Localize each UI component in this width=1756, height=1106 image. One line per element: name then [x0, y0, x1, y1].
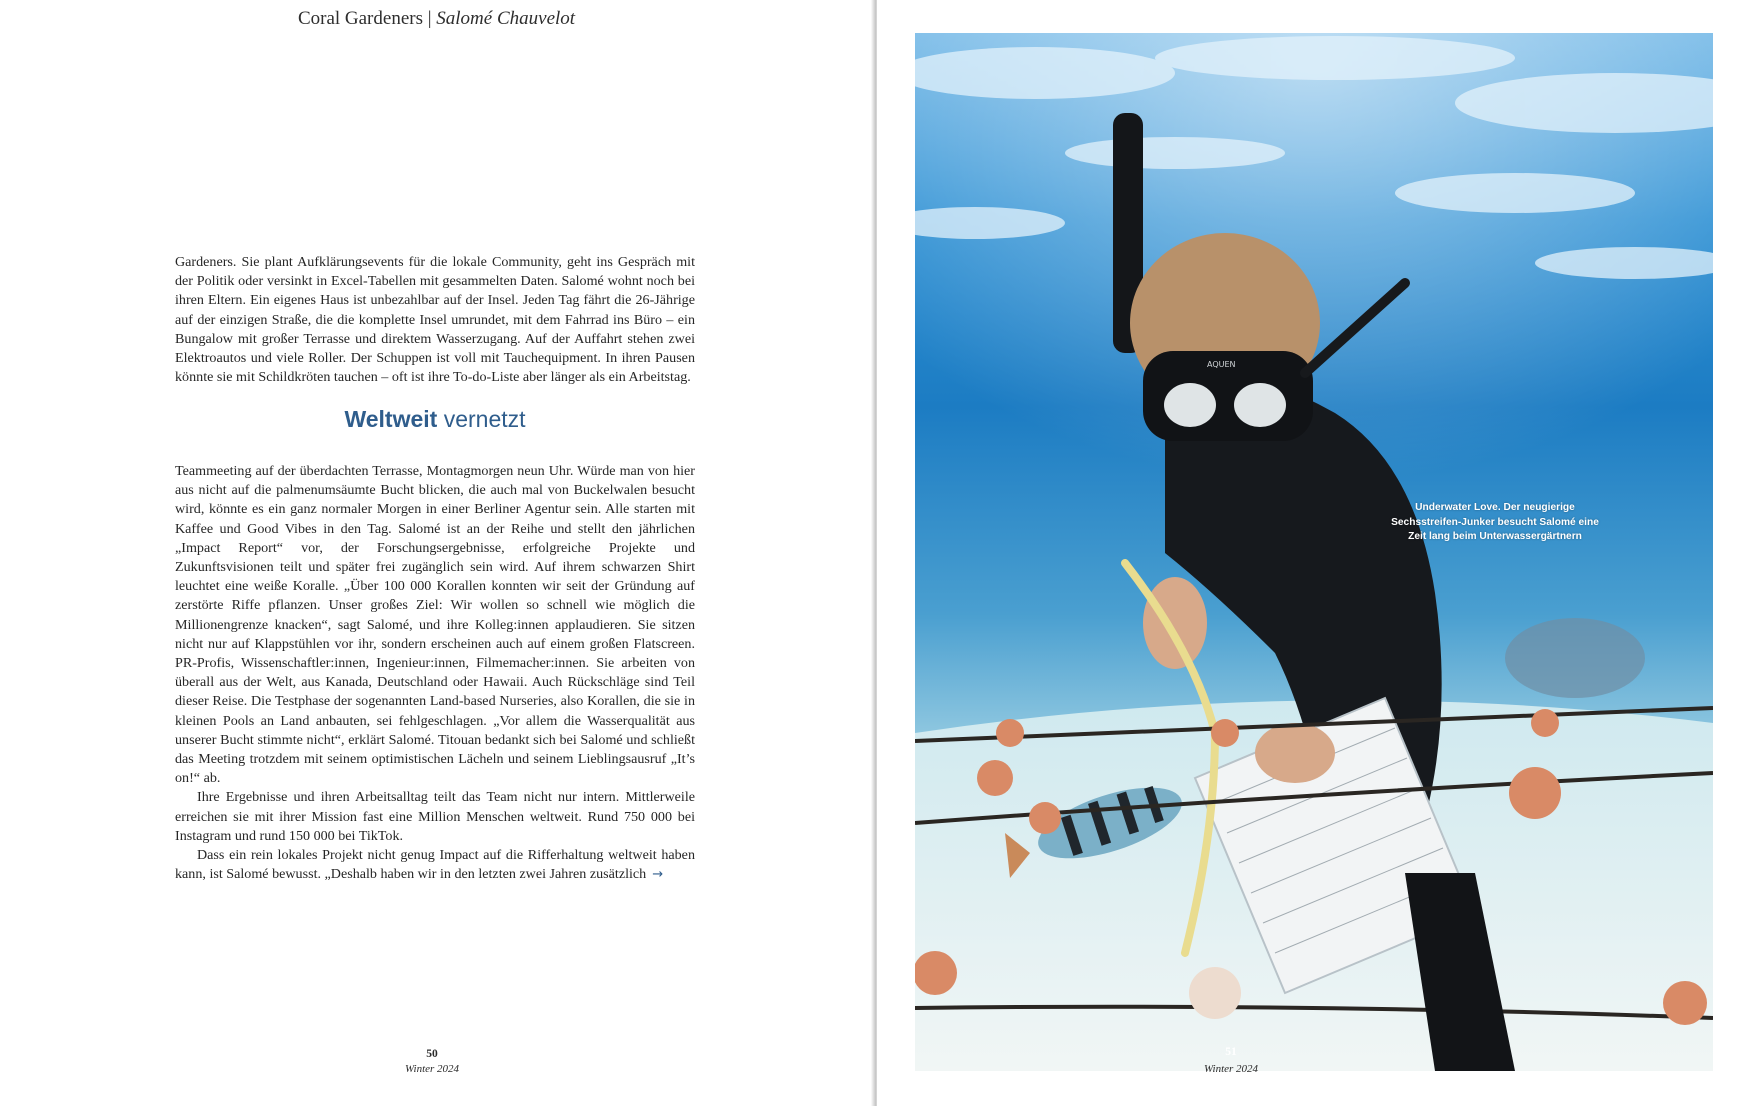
author-name: Salomé Chauvelot — [436, 8, 576, 29]
body-paragraph-1: Teammeeting auf der überdachten Terrasse, Montagmorgen neun Uhr. Würde man von hier aus nicht auf die palmenumsäumte Bucht blicken, die auch mal von Buckelwalen besucht wird, könnte es ein ganz normaler Morgen in einer Berliner Agentur sein. Alle starten mit Kaffee und Good Vibes in den Tag. Salomé ist an der Reihe und stellt den jährlichen „Impact Report“ vor, der Forschungsergebnisse, erfolgreiche Projekte und Zukunftsvisionen teilt und später frei zugänglich sein wird. Auf ihrem schwarzen Shirt leuchtet eine weiße Koralle. „Über 100 000 Korallen konnten wir seit der Gründung auf zerstörte Riffe pflanzen. Unser großes Ziel: Wir wollen so schnell wie möglich die Millionengrenze knacken“, sagt Salomé, und ihre Kolleg:innen applaudieren. Sie sitzen nicht nur auf Klappstühlen vor ihr, sondern erscheinen auch auf einem großen Flatscreen. PR-Profis, Wissenschaftler:innen, Ingenieur:innen, Filmemacher:innen. Sie arbeiten von überall aus der Welt, aus Kanada, Deutschland oder Hawaii. Auch Rückschläge sind Teil dieser Reise. Die Testphase der sogenannten Land-based Nurseries, also Korallen, die sie in kleinen Pools an Land anbauten, sei fehlgeschlagen. „Vor allem die Wasserqualität aus unserer Bucht stimmte nicht“, erklärt Salomé. Titouan bedankt sich bei Salomé und schließt das Meeting trotzdem mit seinem optimistischen Lächeln und seinem Lieblingsausruf „It’s on!“ ab. — [175, 463, 695, 787]
right-page — [877, 0, 1756, 1106]
continue-arrow-icon: → — [652, 867, 664, 883]
caption-line-2: Sechsstreifen-Junker besucht Salomé eine — [1391, 516, 1599, 528]
body-paragraph-2: Ihre Ergebnisse und ihren Arbeitsalltag teilt das Team nicht nur intern. Mittlerweile erreichen sie mit ihrer Mission fast eine Million Menschen weltweit. Rund 750 000 bei Instagram und rund 150 000 bei TikTok. — [175, 789, 695, 844]
section-text — [175, 462, 695, 884]
left-folio — [372, 1048, 492, 1075]
header-separator: | — [427, 8, 432, 29]
right-folio — [1171, 1048, 1291, 1075]
left-page — [0, 0, 873, 1106]
mask-brand: AQUEN — [1207, 360, 1236, 369]
intro-text — [175, 253, 695, 387]
running-head — [0, 8, 873, 30]
page-number: 50 — [426, 1048, 438, 1060]
underwater-illustration — [915, 33, 1713, 1071]
issue-label: Winter 2024 — [1203, 1063, 1259, 1075]
photo-caption — [1385, 501, 1605, 545]
section-title: Coral Gardeners — [297, 8, 423, 29]
section-heading — [175, 406, 695, 433]
body-paragraph-3 — [175, 846, 695, 884]
caption-line-1: Underwater Love. Der neugierige — [1415, 502, 1575, 513]
heading-bold-word: Weltweit — [344, 406, 438, 432]
issue-label: Winter 2024 — [404, 1063, 460, 1075]
heading-regular-word: vernetzt — [443, 406, 526, 432]
body-paragraph-3-text: Dass ein rein lokales Projekt nicht genug Impact auf die Rifferhaltung weltweit haben kann, ist Salomé bewusst. „Deshalb haben wir in den letzten zwei Jahren zusätzlich — [175, 847, 695, 883]
caption-line-3: Zeit lang beim Unterwassergärtnern — [1408, 531, 1582, 542]
intro-paragraph: Gardeners. Sie plant Aufklärungsevents für die lokale Community, geht ins Gespräch mit der Politik oder versinkt in Excel-Tabellen mit gesammelten Daten. Salomé wohnt noch bei ihren Eltern. Ein eigenes Haus ist unbezahlbar auf der Insel. Jeden Tag fährt die 26-Jährige auf der einzigen Straße, die die komplette Insel umrundet, mit dem Fahrrad ins Büro – ein Bungalow mit großer Terrasse und direktem Wasserzugang. Auf der Auffahrt stehen zwei Elektroautos und viele Roller. Der Schuppen ist voll mit Tauchequipment. In ihren Pausen könnte sie mit Schildkröten tauchen – oft ist ihre To-do-Liste aber länger als ein Arbeitstag. — [175, 254, 695, 386]
background-coral-icon — [1505, 618, 1645, 698]
diver-photo — [915, 33, 1713, 1071]
page-number: 51 — [1225, 1046, 1237, 1058]
